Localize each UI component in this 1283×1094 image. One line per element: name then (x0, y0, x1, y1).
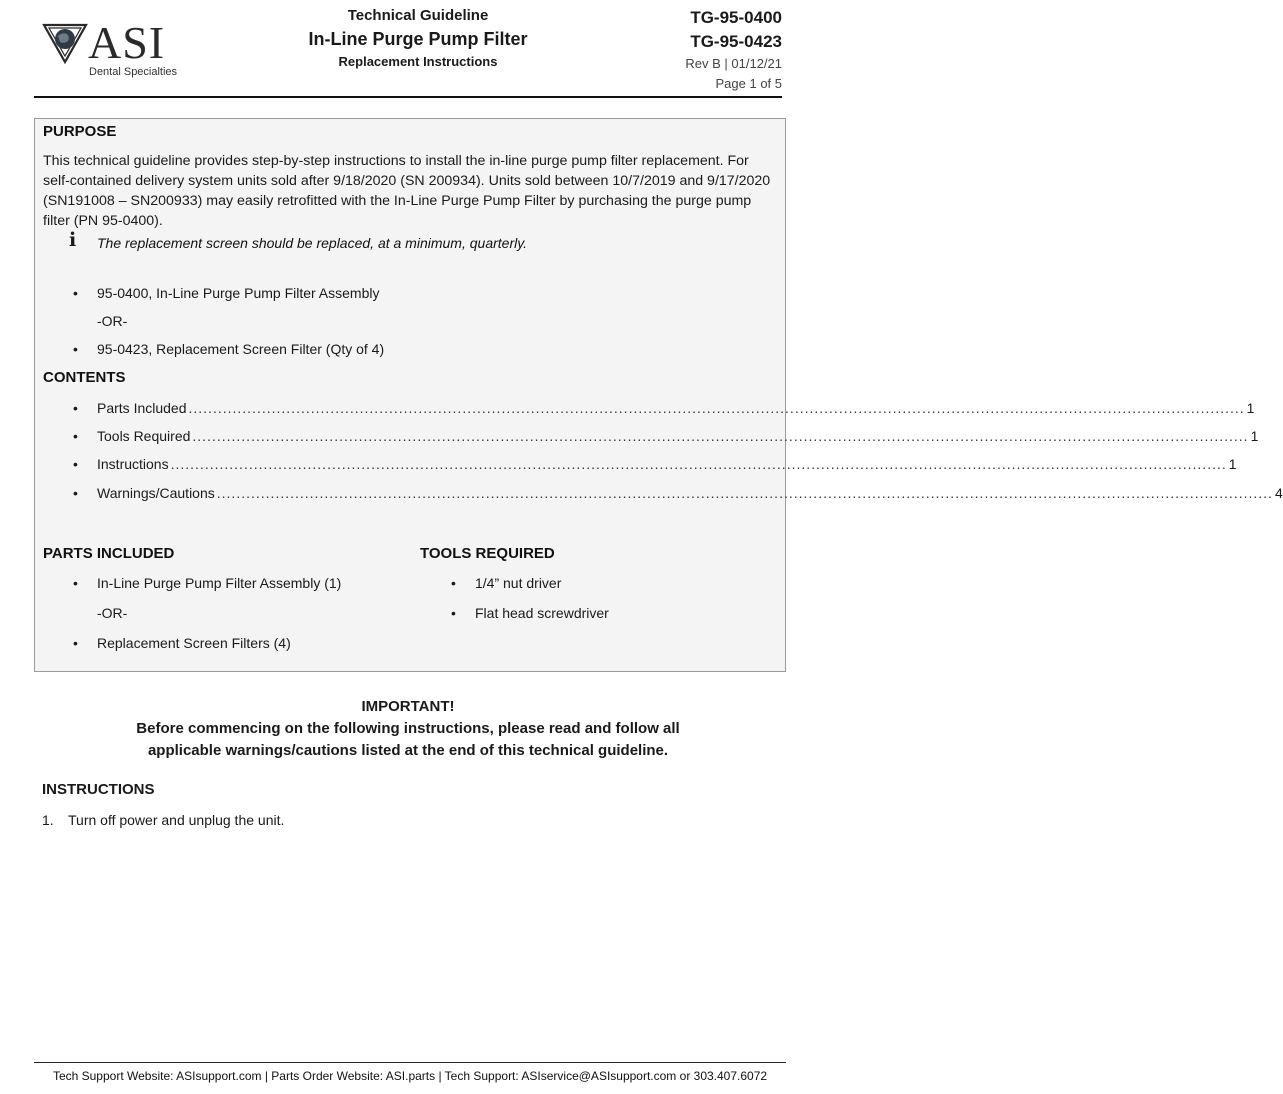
toc-leader: ........................................................................................................................................................................................................................ (188, 400, 1245, 416)
important-line-2: applicable warnings/cautions listed at the end of this technical guideline. (147, 742, 669, 759)
instruction-step (42, 812, 284, 828)
toc-entry-parts-included[interactable] (97, 400, 1255, 420)
purpose-text: This technical guideline provides step-by-step instructions to install the in-line purge pump filter replacement. For self-contained delivery system units sold after 9/18/2020 (SN 200934). Units sold between 10/7/2019 and 9/17/2020 (SN191008 – SN200933) may easily retrofitted with the In-Line Purge Pump Filter by purchasing the purge pump filter (PN 95-0400). (43, 153, 771, 229)
toc-page: 4 (1274, 485, 1283, 501)
toc-label: • Warnings/Cautions (97, 485, 215, 501)
toc-entry-instructions[interactable] (97, 456, 1237, 476)
info-icon: i (69, 229, 77, 251)
tools-item: • Flat head screwdriver (475, 605, 609, 621)
purpose-item: • 95-0423, Replacement Screen Filter (Qty of 4) (97, 341, 384, 357)
doc-id-secondary: TG-95-0423 (690, 32, 782, 51)
revision: Rev B | 01/12/21 (685, 56, 782, 71)
tools-required-heading: TOOLS REQUIRED (420, 545, 555, 562)
toc-leader: ........................................................................................................................................................................................................................ (216, 485, 1273, 501)
header-title-block (268, 6, 568, 72)
step-number: 1. (42, 812, 54, 828)
purpose-note: The replacement screen should be replaced, at a minimum, quarterly. (97, 235, 528, 251)
toc-label: • Parts Included (97, 400, 187, 416)
document-header (34, 0, 782, 98)
purpose-heading: PURPOSE (43, 123, 117, 140)
summary-box (34, 118, 1283, 672)
toc-page: 1 (1250, 428, 1259, 444)
instructions-heading: INSTRUCTIONS (42, 781, 155, 798)
page-number: Page 1 of 5 (715, 76, 782, 91)
toc-page: 1 (1228, 456, 1237, 472)
toc-leader: ........................................................................................................................................................................................................................ (170, 456, 1227, 472)
asi-logo (42, 17, 192, 82)
page-footer (34, 1062, 786, 1083)
contents-heading: CONTENTS (43, 369, 126, 386)
toc-label: • Instructions (97, 456, 169, 472)
toc-label: • Tools Required (97, 428, 191, 444)
purpose-item: • 95-0400, In-Line Purge Pump Filter Assembly (97, 285, 379, 301)
toc-page: 1 (1246, 400, 1255, 416)
toc-entry-warnings-cautions[interactable] (97, 485, 1283, 505)
footer-contact-text: Tech Support Website: ASIsupport.com | Parts Order Website: ASI.parts | Tech Support: ASIservice@ASIsupport.com or 303.407.6072 (52, 1069, 768, 1083)
parts-included-heading: PARTS INCLUDED (43, 545, 175, 562)
doc-title: In-Line Purge Pump Filter (308, 29, 528, 49)
parts-item: • In-Line Purge Pump Filter Assembly (1) (97, 575, 341, 591)
doc-type: Technical Guideline (347, 7, 489, 24)
parts-or: -OR- (97, 605, 128, 621)
step-text: Turn off power and unplug the unit. (68, 812, 285, 828)
toc-leader: ........................................................................................................................................................................................................................ (192, 428, 1249, 444)
toc-entry-tools-required[interactable] (97, 428, 1259, 448)
important-line-1: Before commencing on the following instructions, please read and follow all (136, 720, 680, 737)
header-meta (685, 6, 782, 94)
parts-item: • Replacement Screen Filters (4) (97, 635, 291, 651)
logo-subtitle: Dental Specialties (89, 66, 178, 78)
doc-subtitle: Replacement Instructions (338, 54, 498, 69)
important-heading: IMPORTANT! (361, 698, 455, 715)
doc-id-primary: TG-95-0400 (690, 8, 782, 27)
asi-logo-emblem-icon (42, 22, 88, 66)
logo-wordmark: ASI (88, 17, 166, 68)
tools-item: • 1/4” nut driver (475, 575, 561, 591)
important-notice (34, 696, 782, 762)
purpose-or: -OR- (97, 313, 128, 329)
